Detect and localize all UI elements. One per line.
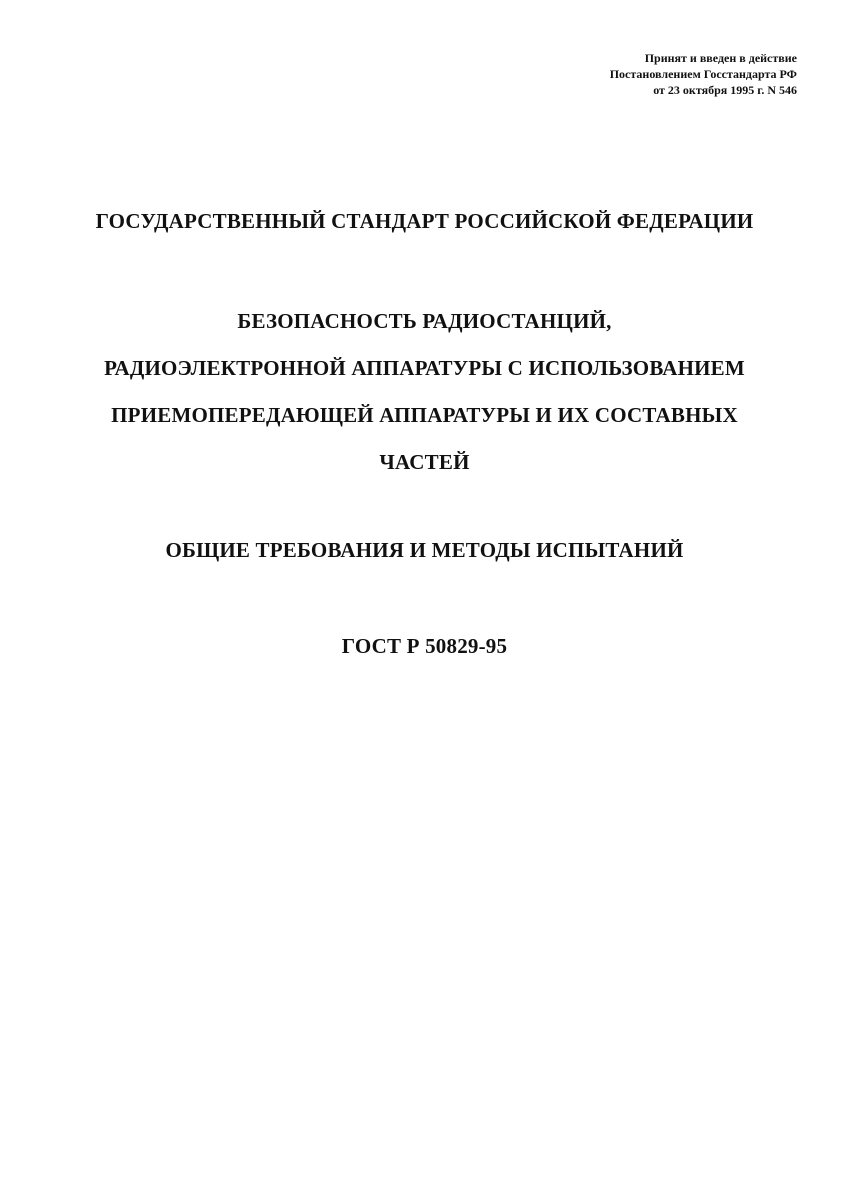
standard-heading: ГОСУДАРСТВЕННЫЙ СТАНДАРТ РОССИЙСКОЙ ФЕДЕРАЦИИ: [95, 209, 754, 233]
document-title-line: ПРИЕМОПЕРЕДАЮЩЕЙ АППАРАТУРЫ И ИХ СОСТАВНЫХ: [111, 403, 738, 427]
document-title: [0, 298, 849, 486]
adoption-note-line: Постановлением Госстандарта РФ: [609, 67, 797, 81]
adoption-note-line: Принят и введен в действие: [644, 51, 797, 65]
document-title-line: БЕЗОПАСНОСТЬ РАДИОСТАНЦИЙ,: [237, 309, 612, 333]
document-code: ГОСТ Р 50829-95: [341, 634, 508, 658]
document-title-line: ЧАСТЕЙ: [379, 450, 470, 474]
document-title-line: РАДИОЭЛЕКТРОННОЙ АППАРАТУРЫ С ИСПОЛЬЗОВАНИЕМ: [104, 356, 745, 380]
document-subtitle: ОБЩИЕ ТРЕБОВАНИЯ И МЕТОДЫ ИСПЫТАНИЙ: [165, 538, 684, 562]
adoption-note-line: от 23 октября 1995 г. N 546: [653, 83, 797, 97]
adoption-note: [610, 50, 797, 98]
